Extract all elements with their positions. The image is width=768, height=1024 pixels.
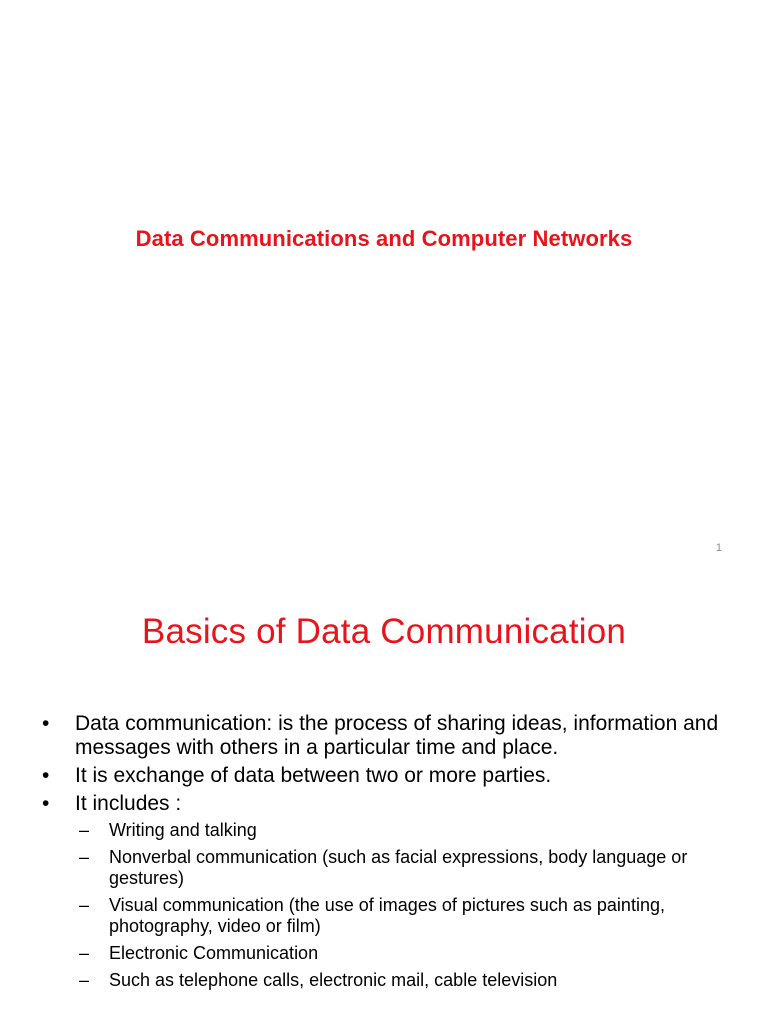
sub-list-item xyxy=(75,943,720,964)
list-item xyxy=(40,764,720,788)
sub-list-item-text: Visual communication (the use of images of pictures such as painting, photography, video or film) xyxy=(109,895,665,936)
dash-icon: – xyxy=(79,820,90,840)
bullet-list xyxy=(40,712,720,997)
list-item-text: It includes : xyxy=(75,792,182,815)
sub-bullet-list xyxy=(75,820,720,991)
slide-title: Basics of Data Communication xyxy=(141,612,627,651)
bullet-icon: • xyxy=(42,764,50,787)
bullet-icon: • xyxy=(42,792,50,815)
slide-2 xyxy=(0,576,768,1024)
list-item-text: It is exchange of data between two or more parties. xyxy=(75,764,552,787)
dash-icon: – xyxy=(79,895,90,915)
sub-list-item-text: Such as telephone calls, electronic mail, cable television xyxy=(109,970,558,990)
dash-icon: – xyxy=(79,847,90,867)
list-item xyxy=(40,712,720,760)
sub-list-item xyxy=(75,847,720,889)
bullet-icon: • xyxy=(42,712,50,735)
sub-list-item-text: Electronic Communication xyxy=(109,943,319,963)
sub-list-item-text: Writing and talking xyxy=(109,820,257,840)
sub-list-item xyxy=(75,895,720,937)
dash-icon: – xyxy=(79,943,90,963)
list-item-text: Data communication: is the process of sharing ideas, information and messages with others in a particular time and place. xyxy=(75,712,719,759)
dash-icon: – xyxy=(79,970,90,990)
slide-title: Data Communications and Computer Networks xyxy=(135,226,633,251)
sub-list-item-text: Nonverbal communication (such as facial expressions, body language or gestures) xyxy=(109,847,688,888)
sub-list-item xyxy=(75,970,720,991)
list-item xyxy=(40,792,720,991)
slide-number: 1 xyxy=(715,542,722,554)
sub-list-item xyxy=(75,820,720,841)
